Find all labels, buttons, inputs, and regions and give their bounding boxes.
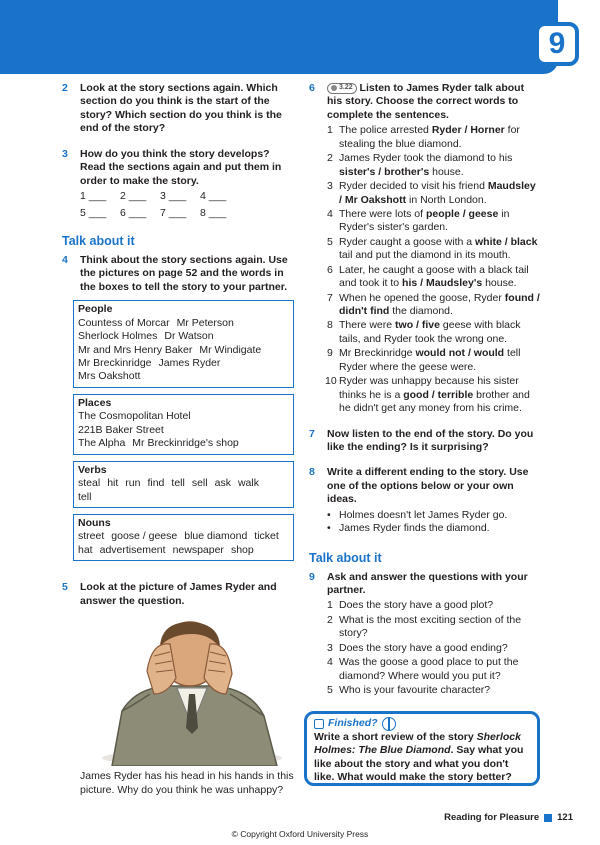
- section-heading: Talk about it: [62, 233, 135, 248]
- word: Mr Windigate: [199, 343, 262, 356]
- item-text: in Ryder's sister's garden.: [339, 207, 510, 234]
- exercise-6-items: [327, 124, 541, 415]
- exercise-8: [309, 466, 541, 506]
- exercise-number: 5: [62, 581, 68, 594]
- list-item: [327, 347, 541, 374]
- word-choice[interactable]: found / didn't find: [339, 291, 540, 317]
- item-text: Does the story have a good ending?: [339, 641, 508, 654]
- order-blank[interactable]: 4 ___: [200, 190, 227, 203]
- word: sell: [191, 477, 208, 490]
- copyright: © Copyright Oxford University Press: [231, 829, 369, 839]
- item-number: 4: [327, 207, 333, 220]
- word-box-people: [73, 300, 294, 388]
- list-item: [327, 656, 541, 683]
- word-choice[interactable]: people / geese: [425, 207, 499, 220]
- list-item: [327, 599, 541, 612]
- square-icon: [544, 814, 552, 822]
- word: Dr Watson: [164, 330, 214, 343]
- unit-number-badge: 9: [535, 22, 579, 66]
- word: walk: [237, 477, 259, 490]
- page-number: 121: [557, 812, 573, 823]
- list-item: [327, 208, 541, 235]
- word: hit: [107, 477, 119, 490]
- audio-track-number: 3.22: [339, 83, 353, 91]
- exercise-instruction: Write a different ending to the story. Use one of the options below or your own ideas.: [327, 466, 529, 506]
- list-item: [327, 124, 541, 151]
- exercise-instruction: Listen to James Ryder talk about his story. Choose the correct words to complete the sentences.: [327, 82, 525, 121]
- finished-box: [304, 711, 540, 786]
- word: Mr Breckinridge's shop: [132, 437, 239, 450]
- word: run: [125, 477, 141, 490]
- picture-question: James Ryder has his head in his hands in this picture. Why do you think he was unhappy?: [80, 770, 294, 796]
- item-text: house.: [429, 165, 464, 178]
- right-column: [309, 82, 541, 699]
- list-item: • Holmes doesn't let James Ryder go.: [327, 509, 541, 522]
- finished-text: [314, 731, 530, 785]
- item-number: 2: [327, 152, 333, 165]
- box-title: People: [78, 303, 113, 316]
- checkbox-icon: [314, 719, 324, 729]
- word: blue diamond: [184, 530, 248, 543]
- exercise-3: [62, 148, 294, 188]
- finished-title: Finished?: [328, 717, 378, 730]
- item-number: 3: [327, 641, 333, 654]
- box-title: Verbs: [78, 463, 107, 476]
- order-blank[interactable]: 6 ___: [120, 206, 147, 219]
- word: The Alpha: [78, 437, 126, 450]
- item-text: for stealing the blue diamond.: [339, 124, 520, 150]
- section-heading: Talk about it: [309, 550, 382, 565]
- word-choice[interactable]: Maudsley / Mr Oakshott: [339, 180, 536, 206]
- word: find: [147, 477, 165, 490]
- word: shop: [230, 543, 254, 556]
- word: street: [78, 530, 105, 543]
- item-number: 1: [327, 124, 333, 137]
- list-item: • James Ryder finds the diamond.: [327, 522, 541, 535]
- exercise-number: 6: [309, 82, 315, 94]
- header-band: [0, 0, 558, 74]
- james-ryder-illustration: [92, 616, 292, 766]
- item-text: Ryder decided to visit his friend: [339, 180, 488, 193]
- audio-track-icon[interactable]: [327, 83, 357, 94]
- word-box-places: [73, 394, 294, 455]
- item-text: tell Ryder where the geese were.: [339, 347, 521, 373]
- exercise-7: [309, 428, 541, 455]
- item-number: 5: [327, 684, 333, 697]
- item-number: 7: [327, 291, 333, 304]
- footer-label: Reading for Pleasure: [444, 812, 540, 823]
- exercise-6: [309, 82, 541, 122]
- item-text: tail and put the diamond in its mouth.: [339, 249, 511, 262]
- order-blank[interactable]: 5 ___: [80, 206, 107, 219]
- item-number: 8: [327, 319, 333, 332]
- word: tell: [171, 477, 185, 490]
- item-text: the diamond.: [389, 305, 453, 317]
- exercise-instruction: How do you think the story develops? Read the sections again and put them in order to make the story.: [80, 147, 282, 187]
- word: advertisement: [99, 543, 166, 556]
- exercise-2: [62, 82, 294, 136]
- exercise-8-options: [327, 509, 541, 536]
- exercise-9: [309, 571, 541, 598]
- list-item: [327, 264, 541, 291]
- word: Mr and Mrs Henry Baker: [78, 343, 193, 356]
- word-choice[interactable]: his / Maudsley's: [402, 277, 483, 290]
- order-blank[interactable]: 2 ___: [120, 190, 147, 203]
- globe-icon: [382, 717, 396, 731]
- item-number: 3: [327, 180, 333, 193]
- list-item: [327, 236, 541, 263]
- item-text: house.: [482, 277, 517, 290]
- word-boxes: [73, 300, 294, 561]
- word-box-verbs: [73, 461, 294, 508]
- list-item: [327, 375, 541, 415]
- box-title: Places: [78, 396, 112, 409]
- item-number: 4: [327, 656, 333, 669]
- exercise-instruction: Now listen to the end of the story. Do you like the ending? Is it surprising?: [327, 427, 534, 453]
- item-text: Does the story have a good plot?: [339, 599, 494, 612]
- item-text: What is the most exciting section of the story?: [339, 613, 522, 640]
- word: steal: [78, 477, 101, 490]
- list-item: [327, 180, 541, 207]
- exercise-5: [62, 581, 294, 608]
- word-choice[interactable]: Ryder / Horner: [431, 124, 505, 137]
- exercise-number: 3: [62, 147, 68, 160]
- page-footer: [444, 812, 573, 824]
- cd-icon: [331, 85, 337, 91]
- exercise-number: 2: [62, 82, 68, 94]
- item-text: Ryder caught a goose with a: [339, 235, 475, 248]
- exercise-instruction: Ask and answer the questions with your partner.: [327, 570, 528, 596]
- word: hat: [78, 543, 93, 556]
- word: goose / geese: [111, 530, 178, 543]
- word-choice[interactable]: good / terrible: [403, 388, 474, 401]
- item-text: The police arrested: [339, 124, 432, 137]
- word: Sherlock Holmes: [78, 330, 158, 343]
- exercise-number: 4: [62, 253, 68, 266]
- order-blank[interactable]: 8 ___: [200, 206, 227, 219]
- list-item: [327, 319, 541, 346]
- word-choice[interactable]: sister's / brother's: [339, 165, 430, 178]
- word-choice[interactable]: two / five: [395, 319, 440, 332]
- word-box-nouns: [73, 514, 294, 561]
- order-blank[interactable]: 7 ___: [160, 206, 187, 219]
- box-title: Nouns: [78, 516, 111, 529]
- left-column: [62, 82, 294, 797]
- word: James Ryder: [158, 357, 221, 369]
- list-item: [327, 292, 541, 319]
- exercise-number: 8: [309, 466, 315, 479]
- exercise-instruction: Think about the story sections again. Use the pictures on page 52 and the words in the boxes to tell the story to your partner.: [80, 253, 288, 293]
- order-blank[interactable]: 3 ___: [160, 190, 187, 203]
- word-choice[interactable]: would not / would: [415, 347, 505, 360]
- word: Mr Peterson: [176, 316, 234, 329]
- exercise-instruction: Look at the story sections again. Which section do you think is the start of the story? Which section do you think is the end of the story?: [80, 82, 282, 135]
- word: Mr Breckinridge: [78, 357, 152, 369]
- word-choice[interactable]: white / black: [475, 235, 538, 248]
- item-number: 10: [325, 375, 337, 388]
- word: 221B Baker Street: [78, 423, 164, 436]
- exercise-9-items: [327, 599, 541, 697]
- word: The Cosmopolitan Hotel: [78, 410, 191, 423]
- order-blanks: [80, 190, 294, 220]
- list-item: [327, 614, 541, 641]
- item-text: in North London.: [406, 193, 487, 206]
- word: Mrs Oakshott: [78, 370, 141, 383]
- word: newspaper: [172, 543, 224, 556]
- item-number: 1: [327, 599, 333, 612]
- item-text: Was the goose a good place to put the diamond? Where would you put it?: [339, 656, 519, 682]
- word: ask: [214, 477, 231, 490]
- item-text: geese with black tails, and Ryder took the wrong one.: [339, 319, 521, 345]
- finished-text-part: Write a short review of the story: [314, 731, 477, 743]
- word: tell: [78, 490, 92, 503]
- list-item: [327, 152, 541, 179]
- item-number: 2: [327, 613, 333, 626]
- exercise-4: [62, 254, 294, 294]
- exercise-instruction: Look at the picture of James Ryder and answer the question.: [80, 581, 277, 607]
- item-text: Ryder was unhappy because his sister thinks he is a: [339, 375, 519, 401]
- item-number: 6: [327, 263, 333, 276]
- word: ticket: [254, 530, 279, 543]
- item-number: 5: [327, 235, 333, 248]
- finished-text-part: . Say what you like about the story and what you don't like. What would make the story better?: [314, 744, 524, 784]
- item-text: brother and he didn't get any money from his crime.: [339, 388, 530, 415]
- list-item: [327, 684, 541, 697]
- list-item: [327, 642, 541, 655]
- item-text: There were: [339, 319, 396, 332]
- item-text: James Ryder took the diamond to his: [339, 152, 513, 165]
- word: Countess of Morcar: [78, 316, 170, 329]
- item-text: There were lots of: [339, 207, 426, 220]
- exercise-number: 9: [309, 570, 315, 583]
- item-number: 9: [327, 347, 333, 360]
- item-text: Who is your favourite character?: [339, 684, 491, 697]
- exercise-number: 7: [309, 427, 315, 440]
- item-text: Mr Breckinridge: [339, 347, 416, 360]
- order-blank[interactable]: 1 ___: [80, 190, 107, 203]
- item-text: Later, he caught a goose with a black tail and took it to: [339, 263, 529, 290]
- story-title: Sherlock Holmes: The Blue Diamond: [314, 731, 521, 757]
- item-text: When he opened the goose, Ryder: [339, 291, 505, 304]
